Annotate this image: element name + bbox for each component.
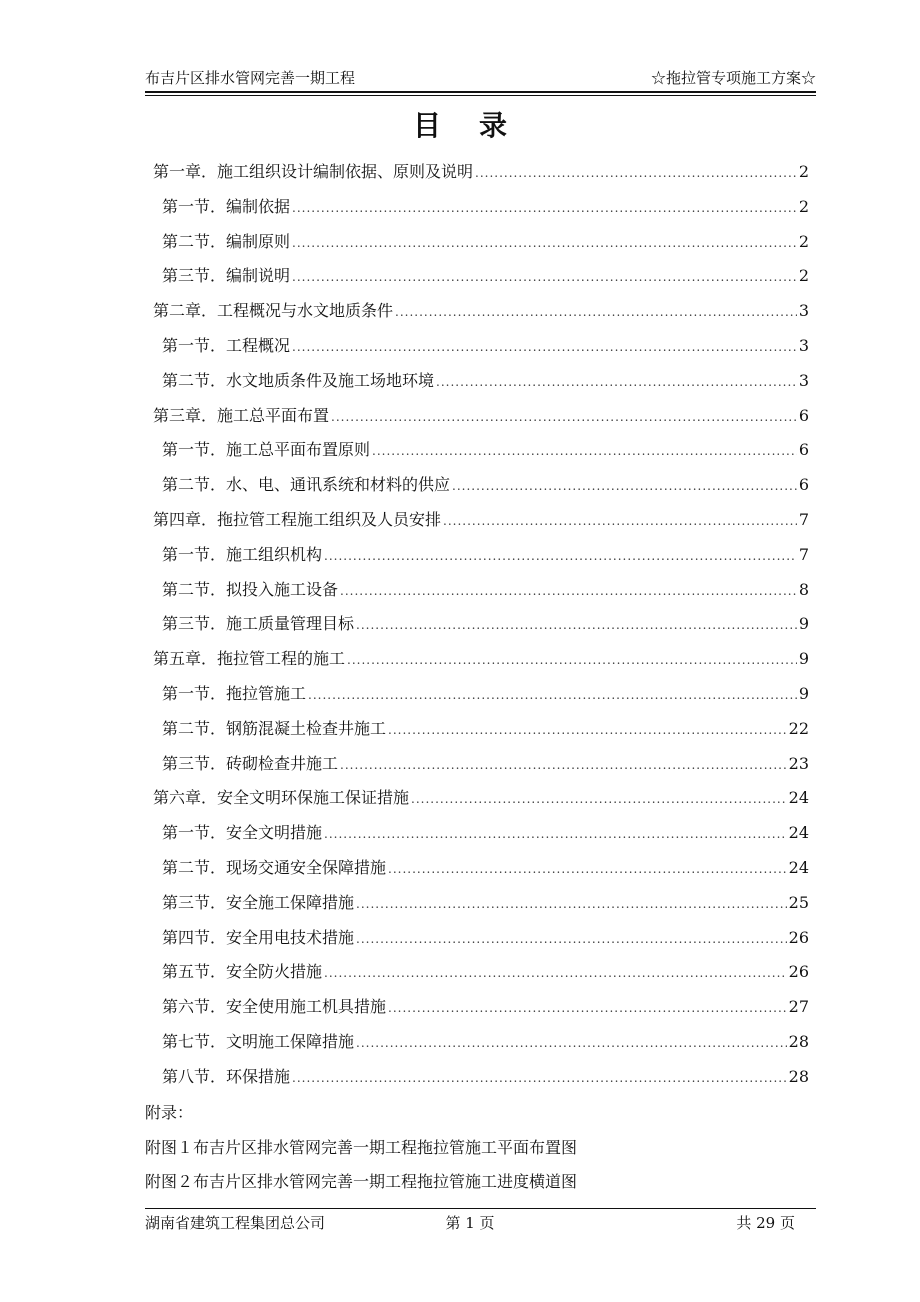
appendix-item: 附图２布吉片区排水管网完善一期工程拖拉管施工进度横道图 — [145, 1172, 578, 1191]
toc-entry-page: 7 — [798, 544, 809, 564]
appendix-heading: 附录： — [145, 1103, 194, 1122]
toc-section-entry[interactable] — [153, 921, 809, 956]
header-rule-thin — [145, 95, 816, 96]
header-rule-thick — [145, 91, 816, 93]
toc-entry-page: 6 — [798, 475, 809, 495]
toc-dot-leader — [340, 574, 797, 609]
toc-entry-label: 第六章．安全文明环保施工保证措施 — [153, 788, 410, 808]
toc-dot-leader — [292, 260, 797, 295]
header-project-name: 布吉片区排水管网完善一期工程 — [145, 69, 356, 87]
toc-section-entry[interactable] — [153, 1060, 809, 1095]
toc-chapter-entry[interactable] — [153, 781, 809, 816]
toc-section-entry[interactable] — [153, 990, 809, 1025]
toc-entry-page: 24 — [788, 857, 809, 877]
toc-entry-page: 28 — [788, 1031, 809, 1051]
footer-rule — [145, 1208, 816, 1209]
toc-entry-label: 第八节．环保措施 — [162, 1066, 291, 1086]
toc-entry-label: 第二节．水、电、通讯系统和材料的供应 — [162, 475, 451, 495]
toc-dot-leader — [340, 748, 787, 783]
appendix — [145, 1096, 825, 1200]
toc-dot-leader — [388, 713, 787, 748]
toc-entry-page: 6 — [798, 440, 809, 460]
toc-section-entry[interactable] — [153, 468, 809, 503]
toc-chapter-entry[interactable] — [153, 503, 809, 538]
toc-dot-leader — [324, 956, 787, 991]
appendix-item: 附图１布吉片区排水管网完善一期工程拖拉管施工平面布置图 — [145, 1137, 578, 1157]
page-footer — [145, 1212, 795, 1233]
toc-entry-page: 24 — [788, 788, 809, 808]
toc-section-entry[interactable] — [153, 1025, 809, 1060]
toc-dot-leader — [372, 434, 797, 469]
footer-page-number: 第 1 页 — [445, 1214, 495, 1232]
toc-entry-label: 第一节．拖拉管施工 — [162, 683, 307, 703]
toc-section-entry[interactable] — [153, 747, 809, 782]
toc-section-entry[interactable] — [153, 886, 809, 921]
toc-dot-leader — [292, 1061, 787, 1096]
toc-chapter-entry[interactable] — [153, 399, 809, 434]
toc-section-entry[interactable] — [153, 712, 809, 747]
toc-dot-leader — [308, 678, 797, 713]
toc-entry-label: 第二节．编制原则 — [162, 231, 291, 251]
toc-entry-page: 6 — [798, 405, 809, 425]
toc-entry-label: 第二节．现场交通安全保障措施 — [162, 857, 387, 877]
page-header — [145, 66, 816, 88]
toc-dot-leader — [356, 922, 787, 957]
header-document-type: ☆拖拉管专项施工方案☆ — [650, 69, 816, 87]
toc-dot-leader — [452, 469, 797, 504]
toc-dot-leader — [356, 1026, 787, 1061]
toc-section-entry[interactable] — [153, 225, 809, 260]
toc-entry-page: 2 — [798, 266, 809, 286]
toc-dot-leader — [356, 608, 797, 643]
toc-entry-page: 23 — [788, 753, 809, 773]
toc-dot-leader — [347, 643, 797, 678]
toc-entry-page: 9 — [798, 614, 809, 634]
toc-dot-leader — [395, 295, 797, 330]
toc-dot-leader — [411, 782, 787, 817]
toc-entry-label: 第四章．拖拉管工程施工组织及人员安排 — [153, 509, 442, 529]
toc-entry-label: 第一节．施工组织机构 — [162, 544, 323, 564]
toc-entry-label: 第二章．工程概况与水文地质条件 — [153, 301, 394, 321]
toc-entry-page: 26 — [788, 927, 809, 947]
toc-entry-label: 第三节．砖砌检查井施工 — [162, 753, 339, 773]
toc-entry-label: 第三节．安全施工保障措施 — [162, 892, 355, 912]
toc-dot-leader — [324, 817, 787, 852]
toc-entry-page: 26 — [788, 962, 809, 982]
toc-dot-leader — [356, 887, 787, 922]
toc-dot-leader — [443, 504, 797, 539]
toc-entry-page: 2 — [798, 231, 809, 251]
toc-entry-page: 9 — [798, 649, 809, 669]
footer-total-pages: 共 29 页 — [736, 1214, 795, 1232]
toc-section-entry[interactable] — [153, 573, 809, 608]
toc-chapter-entry[interactable] — [153, 642, 809, 677]
toc-entry-label: 第一节．施工总平面布置原则 — [162, 440, 371, 460]
toc-section-entry[interactable] — [153, 955, 809, 990]
toc-dot-leader — [388, 852, 787, 887]
toc-entry-label: 第二节．钢筋混凝土检查井施工 — [162, 718, 387, 738]
toc-dot-leader — [388, 991, 787, 1026]
footer-company: 湖南省建筑工程集团总公司 — [145, 1214, 326, 1232]
toc-entry-page: 3 — [798, 335, 809, 355]
toc-entry-page: 3 — [798, 370, 809, 390]
toc-entry-page: 22 — [788, 718, 809, 738]
toc-dot-leader — [292, 191, 797, 226]
toc-section-entry[interactable] — [153, 433, 809, 468]
toc-entry-page: 7 — [798, 509, 809, 529]
toc-section-entry[interactable] — [153, 364, 809, 399]
toc-entry-label: 第三章．施工总平面布置 — [153, 405, 330, 425]
toc-entry-page: 9 — [798, 683, 809, 703]
toc-entry-page: 27 — [788, 997, 809, 1017]
toc-entry-page: 3 — [798, 301, 809, 321]
toc-entry-label: 第四节．安全用电技术措施 — [162, 927, 355, 947]
toc-entry-label: 第七节．文明施工保障措施 — [162, 1031, 355, 1051]
toc-section-entry[interactable] — [153, 329, 809, 364]
toc-title: 目录 — [412, 109, 545, 142]
toc-entry-page: 28 — [788, 1066, 809, 1086]
toc-section-entry[interactable] — [153, 259, 809, 294]
toc-dot-leader — [331, 400, 797, 435]
toc-dot-leader — [292, 330, 797, 365]
toc-entry-page: 2 — [798, 162, 809, 181]
table-of-contents — [153, 155, 809, 1095]
toc-entry-label: 第三节．编制说明 — [162, 266, 291, 286]
toc-entry-label: 第一章．施工组织设计编制依据、原则及说明 — [153, 162, 474, 181]
toc-section-entry[interactable] — [153, 816, 809, 851]
toc-entry-label: 第五节．安全防火措施 — [162, 962, 323, 982]
toc-dot-leader — [436, 365, 797, 400]
toc-entry-label: 第二节．水文地质条件及施工场地环境 — [162, 370, 435, 390]
toc-entry-label: 第二节．拟投入施工设备 — [162, 579, 339, 599]
toc-entry-page: 24 — [788, 823, 809, 843]
toc-entry-label: 第一节．编制依据 — [162, 196, 291, 216]
toc-entry-page: 8 — [798, 579, 809, 599]
toc-entry-label: 第六节．安全使用施工机具措施 — [162, 997, 387, 1017]
toc-dot-leader — [324, 539, 797, 574]
toc-entry-label: 第一节．安全文明措施 — [162, 823, 323, 843]
toc-section-entry[interactable] — [153, 851, 809, 886]
toc-entry-label: 第五章．拖拉管工程的施工 — [153, 649, 346, 669]
toc-entry-label: 第三节．施工质量管理目标 — [162, 614, 355, 634]
toc-chapter-entry[interactable] — [153, 155, 809, 190]
toc-chapter-entry[interactable] — [153, 294, 809, 329]
toc-section-entry[interactable] — [153, 607, 809, 642]
toc-entry-page: 25 — [788, 892, 809, 912]
toc-section-entry[interactable] — [153, 538, 809, 573]
toc-section-entry[interactable] — [153, 677, 809, 712]
toc-entry-label: 第一节．工程概况 — [162, 335, 291, 355]
toc-dot-leader — [475, 156, 797, 191]
toc-section-entry[interactable] — [153, 190, 809, 225]
toc-dot-leader — [292, 226, 797, 261]
toc-entry-page: 2 — [798, 196, 809, 216]
